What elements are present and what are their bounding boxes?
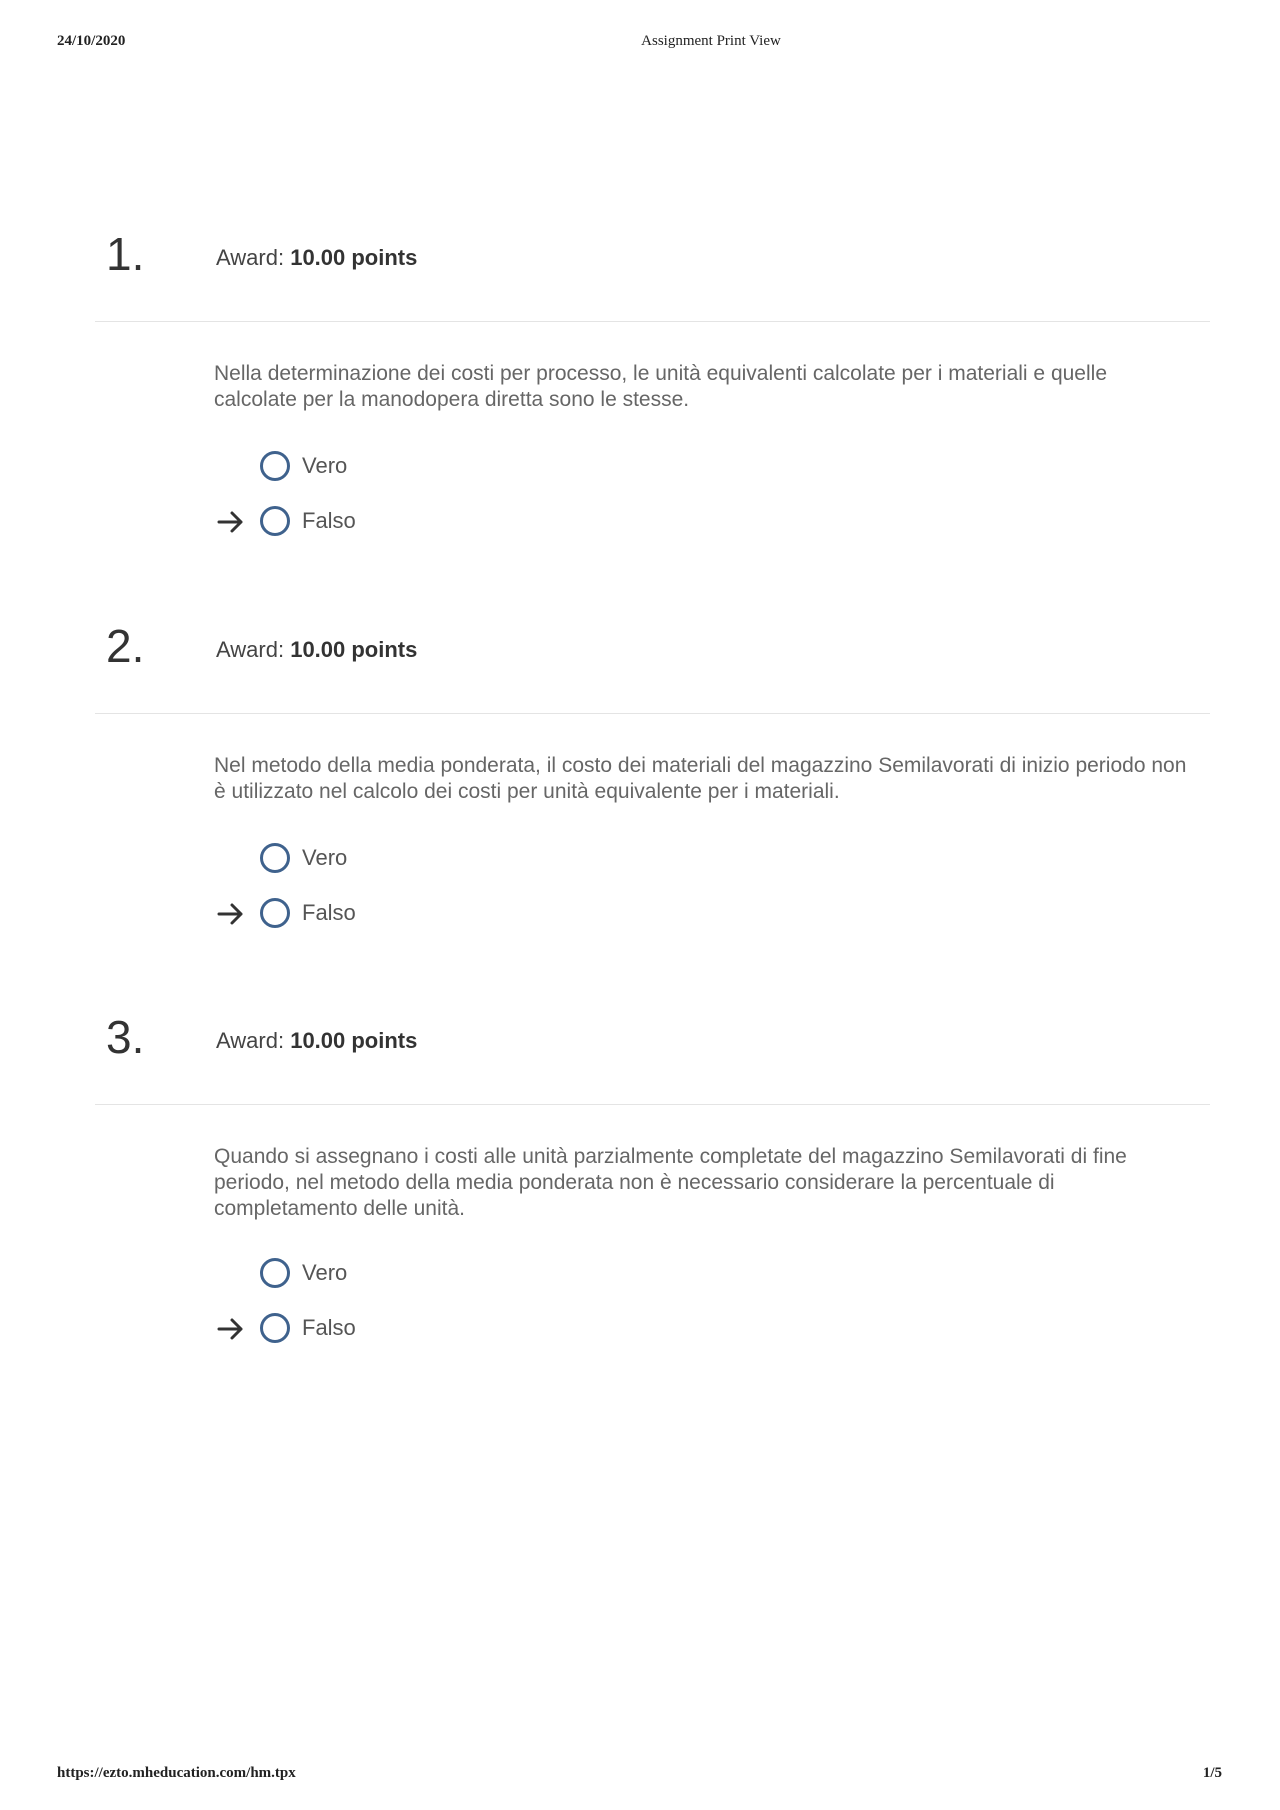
option-label: Falso (302, 508, 356, 533)
award-label: Award: (216, 1028, 285, 1053)
question-header (95, 1006, 1210, 1105)
option-label: Vero (302, 453, 348, 478)
award-value: 10.00 points (290, 245, 418, 270)
question-2 (95, 615, 1210, 925)
radio-circle-icon[interactable] (260, 506, 290, 536)
award-label: Award: (216, 637, 285, 662)
award-line (216, 1026, 417, 1056)
question-text: Quando si assegnano i costi alle unità parzialmente completate del magazzino Semilavorati di fine periodo, nel metodo della media ponderata non è necessario considerare la percentuale di completamento delle unità. (214, 1145, 1127, 1220)
question-header (95, 615, 1210, 714)
question-text: Nella determinazione dei costi per processo, le unità equivalenti calcolate per i materiali e quelle calcolate per la manodopera diretta sono le stesse. (214, 362, 1107, 411)
question-number: 3. (106, 1011, 145, 1063)
option-label: Vero (302, 845, 348, 870)
radio-circle-icon[interactable] (260, 1258, 290, 1288)
option-vero[interactable] (214, 1256, 514, 1292)
award-value: 10.00 points (290, 1028, 418, 1053)
print-header (0, 33, 1280, 53)
arrow-right-icon (216, 507, 246, 537)
option-falso[interactable] (214, 504, 514, 540)
print-title: Assignment Print View (641, 33, 781, 49)
question-number: 2. (106, 620, 145, 672)
arrow-right-icon (216, 1314, 246, 1344)
print-date: 24/10/2020 (57, 33, 126, 49)
award-line (216, 635, 417, 665)
radio-circle-icon[interactable] (260, 451, 290, 481)
page-number: 1/5 (1202, 1765, 1222, 1781)
radio-circle-icon[interactable] (260, 1313, 290, 1343)
option-falso[interactable] (214, 1311, 514, 1347)
question-1 (95, 223, 1210, 533)
option-falso[interactable] (214, 896, 514, 932)
print-url: https://ezto.mheducation.com/hm.tpx (57, 1765, 296, 1781)
question-text: Nel metodo della media ponderata, il costo dei materiali del magazzino Semilavorati di inizio periodo non è utilizzato nel calcolo dei costi per unità equivalente per i materiali. (214, 754, 1187, 803)
print-footer (0, 1765, 1280, 1785)
option-label: Falso (302, 900, 356, 925)
question-header (95, 223, 1210, 322)
option-vero[interactable] (214, 449, 514, 485)
radio-circle-icon[interactable] (260, 898, 290, 928)
arrow-right-icon (216, 899, 246, 929)
option-vero[interactable] (214, 841, 514, 877)
option-label: Falso (302, 1315, 356, 1340)
question-number: 1. (106, 228, 145, 280)
award-line (216, 243, 417, 273)
award-label: Award: (216, 245, 285, 270)
question-3 (95, 1006, 1210, 1340)
award-value: 10.00 points (290, 637, 418, 662)
radio-circle-icon[interactable] (260, 843, 290, 873)
option-label: Vero (302, 1260, 348, 1285)
